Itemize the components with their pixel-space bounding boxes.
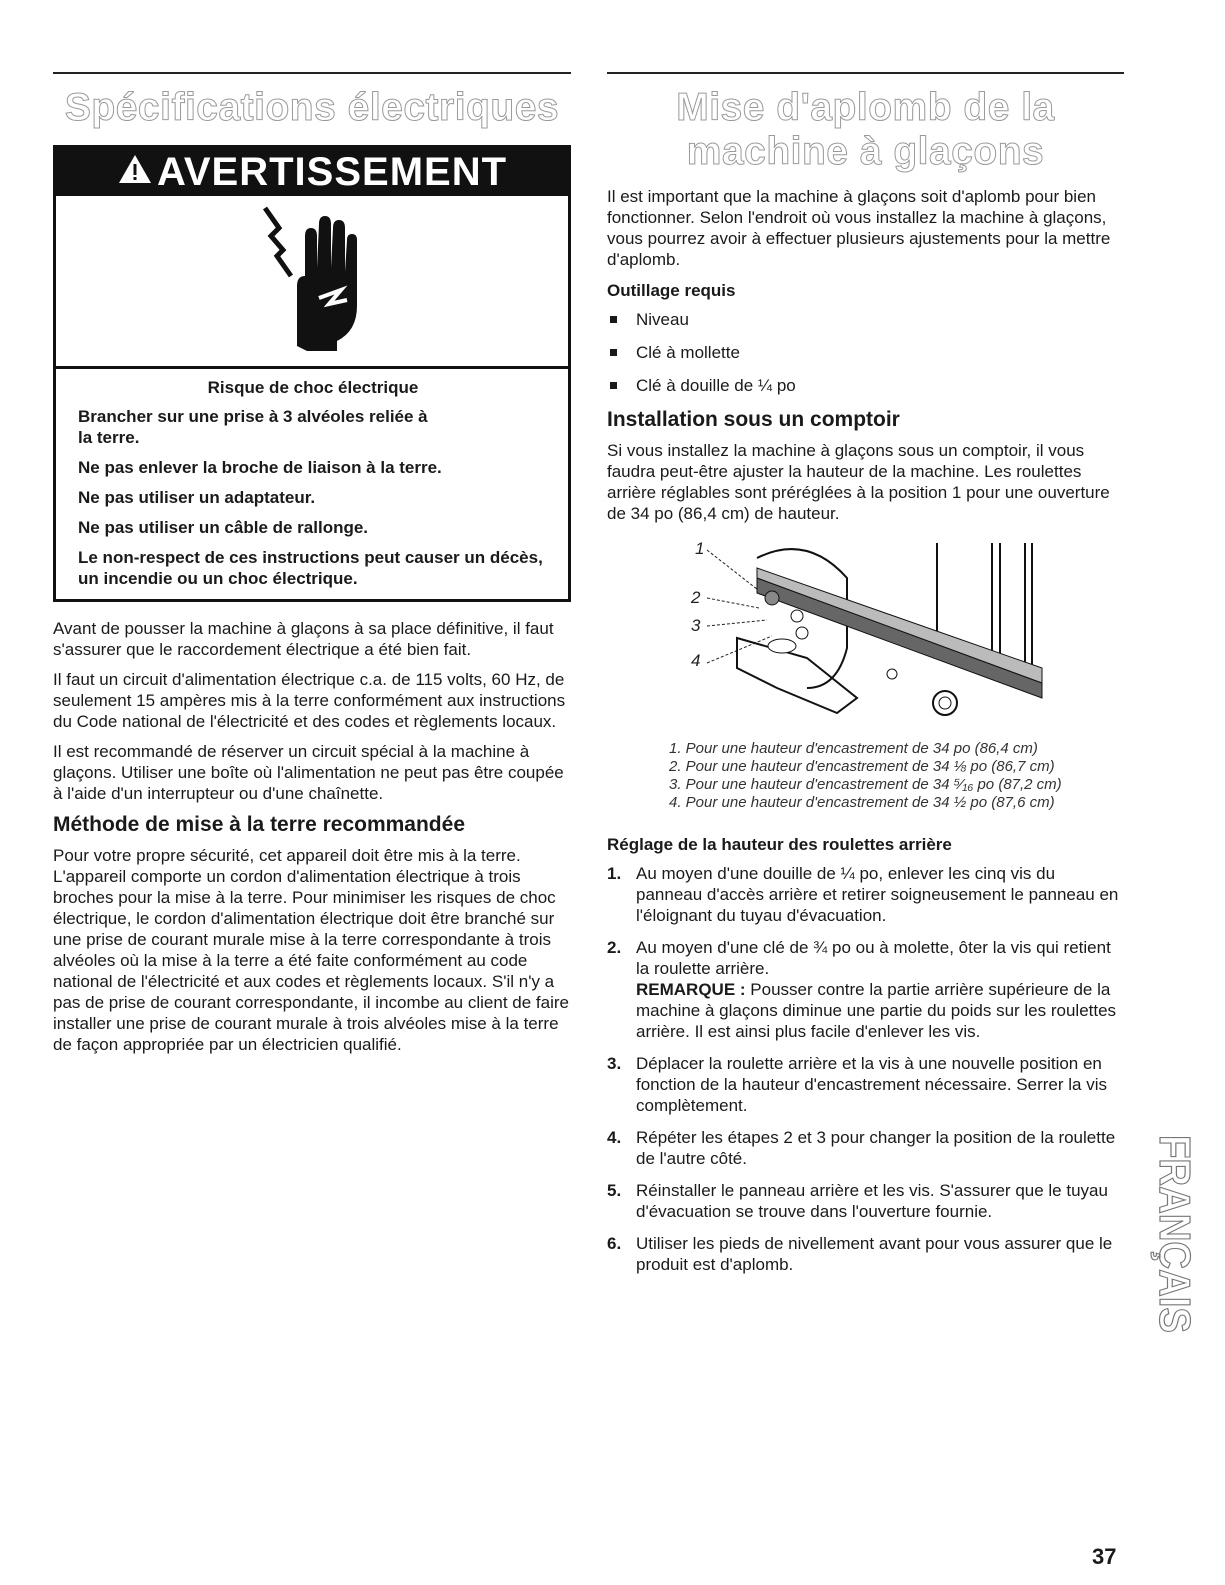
step-text: Répéter les étapes 2 et 3 pour changer la position de la roulette de l'autre côté. <box>636 1128 1116 1168</box>
step-number: 6. <box>607 1234 622 1253</box>
warning-header-text: AVERTISSEMENT <box>156 149 508 194</box>
warning-line: Ne pas enlever la broche de liaison à la terre. <box>78 458 442 477</box>
step-item <box>607 1053 1124 1116</box>
caption: 2. Pour une hauteur d'encastrement de 34 ⅛ po (86,7 cm) <box>669 758 1055 775</box>
step-number: 5. <box>607 1181 622 1200</box>
left-column <box>53 72 571 1064</box>
side-tab-text: FRANÇAIS <box>1150 1135 1199 1335</box>
step-item <box>607 1127 1124 1169</box>
intro-paragraph: Il est important que la machine à glaçons soit d'aplomb pour bien fonctionner. Selon l'endroit où vous installez la machine à glaçons, vous pourrez avoir à effectuer plusieurs ajustements pour la mettre d'aplomb. <box>607 187 1111 269</box>
note-text: Pousser contre la partie arrière supérieure de la machine à glaçons diminue une partie du poids sur les roulettes arrière. Il est ainsi plus facile d'enlever les vis. <box>636 980 1117 1041</box>
tools-list <box>607 309 1124 396</box>
step-number: 1. <box>607 864 622 883</box>
list-item: Clé à douille de ¼ po <box>607 375 1124 396</box>
paragraph: Avant de pousser la machine à glaçons à sa place définitive, il faut s'assurer que le raccordement électrique a été bien fait. <box>53 619 554 659</box>
step-text: Réinstaller le panneau arrière et les vis. S'assurer que le tuyau d'évacuation se trouve dans l'ouverture fournie. <box>636 1181 1108 1221</box>
step-item <box>607 863 1124 926</box>
warning-box <box>53 145 571 602</box>
note-label: REMARQUE : <box>636 980 746 999</box>
grounding-heading: Méthode de mise à la terre recommandée <box>53 813 465 836</box>
step-number: 2. <box>607 938 622 957</box>
step-text: Au moyen d'une clé de ¾ po ou à molette, ôter la vis qui retient la roulette arrière. <box>636 938 1111 978</box>
step-text: Utiliser les pieds de nivellement avant pour vous assurer que le produit est d'aplomb. <box>636 1234 1113 1274</box>
list-item: Niveau <box>607 309 1124 330</box>
warning-line: Brancher sur une prise à 3 alvéoles reliée à la terre. <box>78 407 428 447</box>
list-item: Clé à mollette <box>607 342 1124 363</box>
step-item <box>607 937 1124 1042</box>
diagram-captions <box>669 740 1124 812</box>
diagram-label-2: 2 <box>691 588 701 607</box>
tools-heading: Outillage requis <box>607 281 736 300</box>
diagram-label-3: 3 <box>691 616 701 635</box>
warning-header <box>56 148 568 196</box>
warning-triangle-icon <box>117 150 153 195</box>
step-text: Au moyen d'une douille de ¼ po, enlever les cinq vis du panneau d'accès arrière et retirer soigneusement le panneau en l'éloignant du tuyau d'évacuation. <box>636 864 1119 925</box>
section-title-electrical: Spécifications électriques <box>64 86 560 129</box>
note-paragraph <box>636 979 1124 1042</box>
adjust-steps <box>607 863 1124 1275</box>
language-side-tab <box>1140 1135 1210 1335</box>
diagram-label-1: 1 <box>695 539 705 558</box>
page-number: 37 <box>1092 1544 1117 1569</box>
grounding-text: Pour votre propre sécurité, cet appareil doit être mis à la terre. L'appareil comporte un cordon d'alimentation électrique à trois broches pour la mise à la terre. Pour minimiser les risques de choc électrique, le cordon d'alimentation électrique doit être branché sur une prise de courant murale mise à la terre correspondante à trois alvéoles où la mise à la terre a été faite conformément au code national de l'électricité et aux codes et règlements locaux. S'il n'y a pas de prise de courant correspondante, il incombe au client de faire installer une prise de courant murale à trois alvéoles mise à la terre de façon appropriée par un électricien qualifié. <box>53 846 569 1054</box>
warning-risk: Risque de choc électrique <box>207 378 419 397</box>
warning-text <box>56 369 568 599</box>
install-heading: Installation sous un comptoir <box>607 408 900 431</box>
step-item <box>607 1180 1124 1222</box>
paragraph: Il faut un circuit d'alimentation électrique c.a. de 115 volts, 60 Hz, de seulement 15 ampères mis à la terre conformément aux instructions du Code national de l'électricité et des codes et règlements locaux. <box>53 670 566 731</box>
leveling-body <box>607 186 1124 1275</box>
warning-line: Ne pas utiliser un adaptateur. <box>78 488 316 507</box>
diagram-label-4: 4 <box>691 651 701 670</box>
caster-illustration <box>607 538 1124 728</box>
electrical-body <box>53 618 571 1055</box>
caption: 1. Pour une hauteur d'encastrement de 34 po (86,4 cm) <box>669 740 1038 757</box>
install-paragraph: Si vous installez la machine à glaçons sous un comptoir, il vous faudra peut-être ajuster la hauteur de la machine. Les roulettes arrière réglables sont préréglées à la position 1 pour une ouverture de 34 po (86,4 cm) de hauteur. <box>607 441 1110 523</box>
caption: 4. Pour une hauteur d'encastrement de 34 ½ po (87,6 cm) <box>669 794 1055 811</box>
section-title-leveling: Mise d'aplomb de la machine à glaçons <box>676 86 1055 173</box>
adjust-heading: Réglage de la hauteur des roulettes arrière <box>607 835 952 854</box>
step-text: Déplacer la roulette arrière et la vis à une nouvelle position en fonction de la hauteur d'encastrement nécessaire. Serrer la vis complètement. <box>636 1054 1107 1115</box>
warning-line: Ne pas utiliser un câble de rallonge. <box>78 518 369 537</box>
step-number: 3. <box>607 1054 622 1073</box>
paragraph: Il est recommandé de réserver un circuit spécial à la machine à glaçons. Utiliser une boîte où l'alimentation ne peut pas être coupée à l'aide d'un interrupteur ou d'une chaînette. <box>53 742 564 803</box>
caption: 3. Pour une hauteur d'encastrement de 34 ⁵⁄₁₆ po (87,2 cm) <box>669 776 1062 793</box>
step-item <box>607 1233 1124 1275</box>
right-column <box>607 72 1124 1286</box>
electric-shock-hand-icon <box>56 196 568 369</box>
step-number: 4. <box>607 1128 622 1147</box>
warning-line: Le non-respect de ces instructions peut causer un décès, un incendie ou un choc électrique. <box>78 548 543 588</box>
caster-diagram <box>607 538 1124 728</box>
